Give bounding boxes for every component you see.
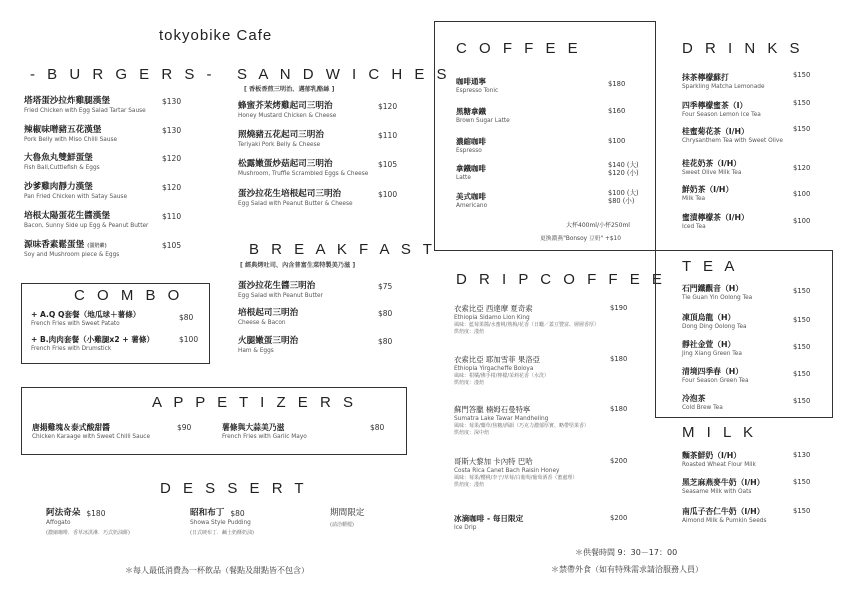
item-price: $160	[608, 107, 626, 115]
item-name-zh: 凍頂烏龍（H）	[682, 313, 736, 322]
item-name-zh: 蜂蜜芥茉烤雞起司三明治	[238, 101, 333, 111]
item-name-zh	[190, 508, 310, 519]
menu-item	[24, 182, 182, 201]
item-price: $150	[793, 125, 811, 133]
item-price: $200	[610, 514, 628, 522]
item-price: $100	[179, 335, 199, 344]
item-price: $180	[610, 355, 628, 363]
dessert-item	[46, 508, 166, 537]
coffee-heading: C O F F E E	[456, 40, 582, 57]
item-name-zh: + B.肉肉套餐（小雞腿x2 + 薯條）	[31, 335, 155, 344]
item-flavor: 風味：藍莓果醬/水蜜桃/熟梅/花香（日曬／蓋豆豐富、層層香厚）	[454, 322, 600, 328]
item-name-en: Pork Belly with Miso Chilli Sause	[24, 137, 118, 143]
item-name-en: Ethiopia Yirgacheffe Boloya	[454, 366, 534, 372]
item-name-zh: 唐揚雞塊＆泰式酸甜醬	[32, 423, 110, 432]
footer-note-min-spend: ＊每人最低消費為一杯飲品（餐點及甜點皆不包含）	[125, 566, 309, 575]
item-price	[608, 161, 639, 177]
item-name-zh: 黑芝麻燕麥牛奶（I/H）	[682, 478, 765, 487]
item-name-en: Americano	[456, 203, 488, 209]
item-flavor: 風味：柑橘/佛手柑/檸檬/茉莉花香（水洗）	[454, 373, 550, 379]
item-name-zh: 四季檸檬蜜茶（I）	[682, 101, 748, 110]
item-price: $180	[608, 80, 626, 88]
item-roast: 烘焙度：淺焙	[454, 380, 485, 386]
menu-item	[24, 240, 182, 259]
item-roast: 烘焙度：深中焙	[454, 430, 490, 436]
item-name-zh: 辣椒味噌豬五花漢堡	[24, 125, 102, 135]
item-name-en: Chrysanthem Tea with Sweet Olive	[682, 138, 783, 144]
item-name-en: Brown Sugar Latte	[456, 118, 510, 124]
size-small: (小)	[626, 169, 639, 177]
menu-item	[456, 163, 646, 182]
dessert-heading: D E S S E R T	[160, 480, 308, 497]
menu-item	[24, 125, 182, 144]
size-large: (大)	[626, 189, 639, 197]
item-name-en: Affogato	[46, 520, 71, 526]
item-name-en: Ice Drip	[454, 525, 477, 531]
item-name-zh: 薯條與大蒜美乃滋	[222, 423, 285, 432]
item-price: $80	[230, 509, 245, 518]
item-name-en: Costa Rica Canet Bach Raisin Honey	[454, 468, 560, 474]
item-name-en: Latte	[456, 175, 471, 181]
item-name-zh: 火腿嫩蛋三明治	[238, 336, 299, 346]
menu-item	[238, 336, 398, 355]
item-name-en: Sparkling Matcha Lemonade	[682, 84, 765, 90]
item-name-zh: 咖啡通寧	[456, 77, 486, 86]
dessert-item	[330, 508, 410, 529]
item-name-zh: 培根起司三明治	[238, 308, 299, 318]
item-name-en: Espresso Tonic	[456, 88, 499, 94]
item-name-en: Roasted Wheat Flour Milk	[682, 462, 756, 468]
milk-heading: M I L K	[682, 424, 757, 441]
item-price: $180	[86, 509, 106, 518]
item-price: $190	[610, 304, 628, 312]
item-name-zh: 衣索比亞 耶加雪菲 果洛亞	[454, 355, 540, 364]
menu-item	[682, 450, 818, 469]
item-price: $90	[177, 423, 192, 432]
item-name-en: Soy and Mushroom piece & Eggs	[24, 252, 120, 258]
menu-item	[454, 303, 639, 336]
menu-item	[456, 106, 646, 125]
menu-item	[456, 191, 646, 210]
menu-item	[682, 126, 818, 145]
item-name-en: Mushroom, Truffle Scrambled Eggs & Cheese	[238, 171, 369, 177]
item-name-en: Egg Salad with Peanut Butter & Cheese	[238, 201, 353, 207]
breakfast-heading: B R E A K F A S T	[249, 241, 436, 258]
item-name-en: Espresso	[456, 148, 482, 154]
menu-item	[454, 456, 639, 489]
menu-item	[682, 339, 818, 358]
menu-item	[456, 136, 646, 155]
size-small: (小)	[622, 197, 635, 205]
item-name-en: Seasame Milk with Oats	[682, 489, 752, 495]
menu-item	[682, 312, 818, 331]
item-name-en: Ethiopia Sidamo Lion King	[454, 315, 530, 321]
item-price: $120	[162, 183, 182, 192]
item-name-zh: 麵茶鮮奶（I/H）	[682, 451, 742, 460]
item-name-en: Tie Guan Yin Oolong Tea	[682, 295, 753, 301]
item-price: $100	[378, 190, 398, 199]
menu-item	[456, 76, 646, 95]
item-name-en: Ham & Eggs	[238, 348, 274, 354]
menu-item	[682, 184, 818, 203]
item-name-en: Almond Milk & Pumkin Seeds	[682, 518, 767, 524]
item-price: $120	[162, 154, 182, 163]
item-price: $100	[793, 217, 811, 225]
menu-item	[238, 101, 400, 120]
item-price: $150	[793, 370, 811, 378]
item-name-zh: 冰滴咖啡 - 每日限定	[454, 514, 524, 523]
menu-item	[454, 513, 639, 532]
item-price: $105	[162, 241, 182, 250]
item-name-zh: 南瓜子杏仁牛奶（I/H）	[682, 507, 765, 516]
item-price: $100	[793, 190, 811, 198]
item-name-en: Fried Chicken with Egg Salad Tartar Sause	[24, 108, 146, 114]
item-name-zh: 蘇門答臘 楠姆石曼特寧	[454, 405, 531, 414]
menu-item	[682, 366, 818, 385]
item-name-zh: 蜜漬檸檬茶（I/H）	[682, 213, 749, 222]
menu-item	[454, 404, 639, 437]
item-price: $150	[793, 397, 811, 405]
item-note: (濃縮咖啡．香草冰淇淋．巧式奶油餅)	[46, 530, 130, 536]
sandwiches-heading: S A N D W I C H E S	[237, 66, 451, 83]
combo-heading: C O M B O	[74, 287, 184, 304]
price-large: $100	[608, 189, 625, 197]
item-name-en: Sumatra Lake Tawar Mandheling	[454, 416, 549, 422]
item-name-en: Dong Ding Oolong Tea	[682, 324, 747, 330]
tea-heading: T E A	[682, 258, 739, 275]
cafe-title: tokyobike Cafe	[159, 27, 273, 44]
item-roast: 烘焙度：淺焙	[454, 329, 485, 335]
item-price: $130	[162, 126, 182, 135]
item-price: $105	[378, 160, 398, 169]
menu-item	[682, 283, 818, 302]
item-price: $180	[610, 405, 628, 413]
item-note: (日式硬布丁．鹹土奶酥奶油)	[190, 530, 254, 536]
item-roast: 烘焙度：淺焙	[454, 482, 485, 488]
item-name-en: Fish Ball,Cuttlefish & Eggs	[24, 165, 100, 171]
menu-item	[682, 100, 818, 119]
item-name-zh: 期間限定	[330, 508, 365, 518]
item-price: $110	[378, 131, 398, 140]
item-name-zh: 石門鐵觀音（H）	[682, 284, 744, 293]
item-price: $80	[370, 423, 385, 432]
item-name-zh: 清境四季春（H）	[682, 367, 744, 376]
item-note: (請洽櫃檯)	[330, 522, 354, 528]
item-name-en: Chicken Karaage with Sweet Chilli Sauce	[32, 434, 151, 440]
menu-item	[238, 189, 400, 208]
menu-item	[682, 506, 818, 525]
footer-note-no-outside-food: ＊禁帶外食（如有特殊需求請洽服務人員）	[551, 565, 703, 574]
item-name-en: Jing Xiang Green Tea	[682, 351, 742, 357]
menu-item	[24, 211, 182, 230]
item-name-zh	[24, 240, 182, 251]
drip-coffee-heading: D R I P C O F F E E	[456, 271, 666, 288]
item-name-zh: 拿鐵咖啡	[456, 164, 486, 173]
item-name-zh: 培根太陽蛋花生醬漢堡	[24, 211, 110, 221]
menu-item	[682, 72, 818, 91]
item-name-zh: 大魯魚丸雙鮮蛋堡	[24, 153, 93, 163]
coffee-milk-note: 更換濃燕"Bonsoy 豆奶" +$10	[540, 236, 621, 242]
item-name-zh: 桂花奶茶（I/H）	[682, 159, 742, 168]
menu-item	[238, 159, 400, 178]
item-price: $200	[610, 457, 628, 465]
item-name-zh: 鮮奶茶（I/H）	[682, 185, 734, 194]
menu-item	[238, 308, 398, 327]
item-price: $80	[378, 337, 393, 346]
item-name-en: Bacon, Sunny Side up Egg & Peanut Butter	[24, 223, 149, 229]
item-name-en: Iced Tea	[682, 224, 706, 230]
item-name-zh: 桂蜜菊花茶（I/H）	[682, 127, 749, 136]
item-name-zh: 黑糖拿鐵	[456, 107, 486, 116]
item-price: $150	[793, 343, 811, 351]
item-name-zh: 濃縮咖啡	[456, 137, 486, 146]
item-price: $120	[793, 164, 811, 172]
price-small: $120	[608, 169, 625, 177]
menu-item	[24, 96, 182, 115]
item-name-zh-text: 源味香素鬆蛋堡	[24, 240, 85, 250]
menu-item	[238, 130, 400, 149]
item-name-en: Pan Fried Chicken with Satay Sause	[24, 194, 128, 200]
item-name-en: Milk Tea	[682, 196, 706, 202]
appetizers-heading: A P P E T I Z E R S	[152, 394, 357, 411]
item-price: $150	[793, 287, 811, 295]
item-name-zh: 塔塔蛋沙拉炸雞腿漢堡	[24, 96, 110, 106]
service-hours: ＊供餐時間 9：30－17：00	[575, 548, 678, 557]
breakfast-subtitle: [ 經典烤吐司、內含普富生菜特製美乃滋 ]	[240, 262, 356, 269]
menu-item	[32, 422, 197, 441]
item-name-zh: 美式咖啡	[456, 192, 486, 201]
item-price: $100	[608, 137, 626, 145]
coffee-size-note: 大杯400ml/小杯250ml	[566, 222, 630, 229]
item-name-zh-text: 阿法奇朵	[46, 508, 81, 518]
item-name-en: Teriyaki Pork Belly & Cheese	[238, 142, 321, 148]
item-name-zh-text: 昭和布丁	[190, 508, 225, 518]
item-name-zh: 松露嫩蛋炒菇起司三明治	[238, 159, 333, 169]
item-price: $130	[793, 451, 811, 459]
vegetarian-tag: (蛋奶素)	[87, 243, 107, 249]
size-large: (大)	[626, 161, 639, 169]
item-name-en: Cold Brew Tea	[682, 405, 723, 411]
dessert-item	[190, 508, 310, 537]
menu-item	[238, 281, 398, 300]
item-name-zh	[46, 508, 166, 519]
item-name-en: Sweet Olive Milk Tea	[682, 170, 742, 176]
item-name-en: Showa Style Pudding	[190, 520, 251, 526]
menu-item	[454, 354, 639, 387]
item-name-en: Cheese & Bacon	[238, 320, 286, 326]
menu-item	[682, 212, 818, 231]
burgers-heading: - B U R G E R S -	[30, 66, 216, 83]
item-name-zh: 哥斯大黎加 卡內特 巴哈	[454, 457, 533, 466]
price-large: $140	[608, 161, 625, 169]
item-name-en: French Fries with Sweet Patato	[31, 321, 120, 327]
item-name-en: French Fries with Drumstick	[31, 346, 112, 352]
item-price: $120	[378, 102, 398, 111]
item-price: $80	[179, 313, 194, 322]
item-name-zh: 蛋沙拉花生醬三明治	[238, 281, 316, 291]
item-name-zh: 照燒豬五花起司三明治	[238, 130, 324, 140]
item-price: $130	[162, 97, 182, 106]
item-name-en: Four Season Lemon Ice Tea	[682, 112, 761, 118]
item-price: $150	[793, 507, 811, 515]
item-price	[608, 189, 639, 205]
menu-item	[31, 334, 201, 353]
item-name-zh: 衣索比亞 西達摩 夏奇索	[454, 304, 533, 313]
item-price: $150	[793, 99, 811, 107]
item-name-zh: 蛋沙拉花生培根起司三明治	[238, 189, 342, 199]
item-price: $80	[378, 309, 393, 318]
menu-item	[222, 422, 392, 441]
item-name-zh: + A.Q Q套餐（地瓜球＋薯條）	[31, 310, 141, 319]
item-flavor: 風味：莓果/櫻桃/李子/草莓/白葡萄/葡萄酒香（蜜處理）	[454, 475, 578, 481]
item-price: $150	[793, 71, 811, 79]
sandwiches-subtitle: [ 香板香煎三明治、邁郁乳酪絲 ]	[244, 86, 335, 93]
item-name-en: French Fries with Garlic Mayo	[222, 434, 307, 440]
menu-item	[682, 158, 818, 177]
item-price: $150	[793, 316, 811, 324]
item-price: $150	[793, 478, 811, 486]
item-flavor: 風味：莓果/藥草/焦糖/酒韻（巧克力濃郁厚實、略帶堅果香）	[454, 423, 590, 429]
item-name-zh: 冷泡茶	[682, 394, 706, 403]
item-name-en: Four Season Green Tea	[682, 378, 749, 384]
item-price: $75	[378, 282, 393, 291]
menu-item	[24, 153, 182, 172]
price-small: $80	[608, 197, 621, 205]
menu-item	[682, 477, 818, 496]
item-name-zh: 沙爹雞肉靜力漢堡	[24, 182, 93, 192]
item-name-zh: 抹茶檸檬蘇打	[682, 73, 729, 82]
item-name-en: Honey Mustard Chicken & Cheese	[238, 113, 337, 119]
menu-item	[31, 309, 201, 328]
item-price: $110	[162, 212, 182, 221]
item-name-en: Egg Salad with Peanut Butter	[238, 293, 323, 299]
item-name-zh: 靜社金萱（H）	[682, 340, 736, 349]
drinks-heading: D R I N K S	[682, 40, 804, 57]
menu-item	[682, 393, 818, 412]
